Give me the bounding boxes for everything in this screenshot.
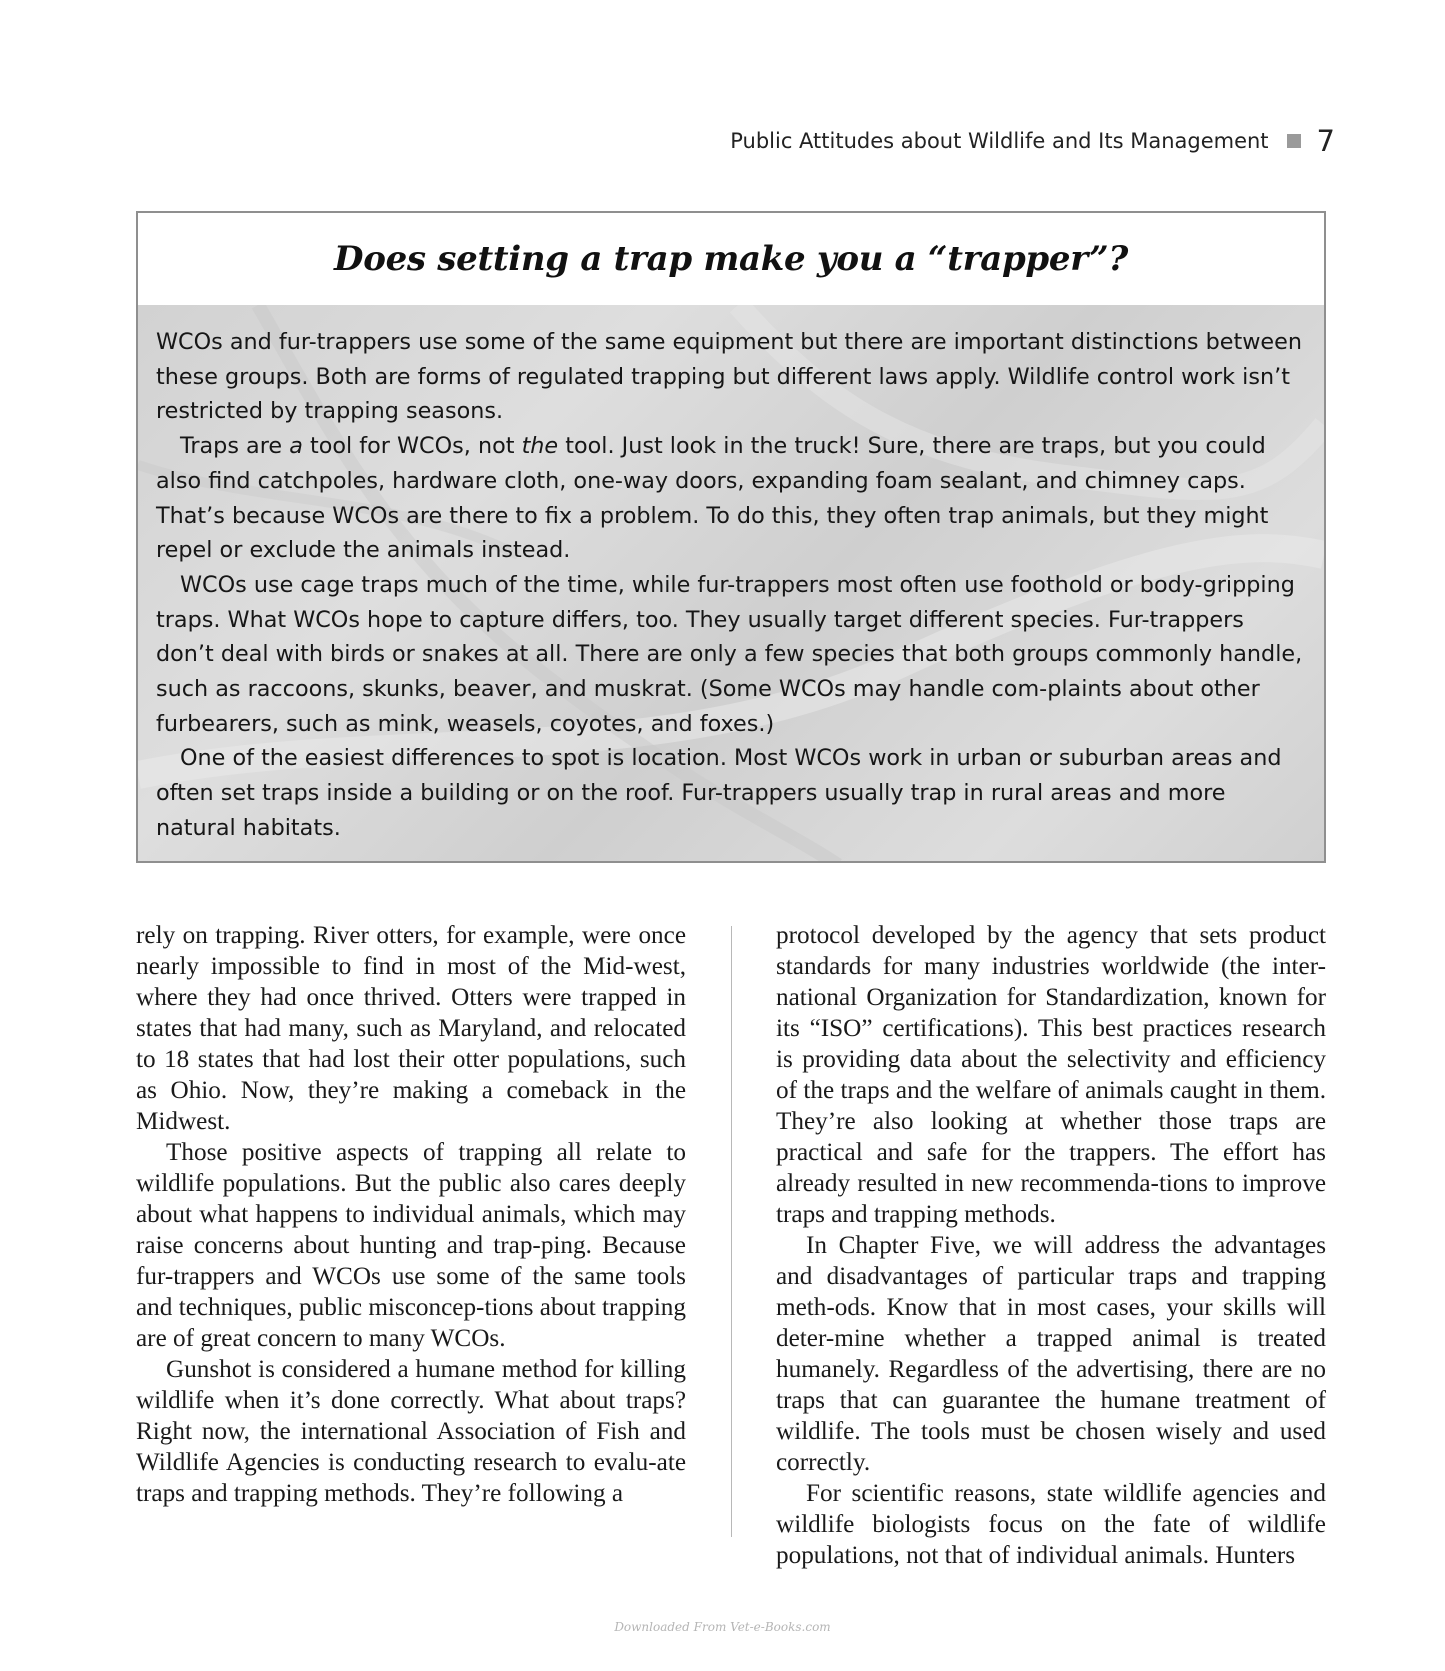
sidebar-paragraph-2: Traps are a tool for WCOs, not the tool. Just look in the truck! Sure, there are traps, but you could also find catchpoles, hardware cloth, one-way doors, expanding foam sealant, and chimney caps. That’s because WCOs are there to fix a problem. To do this, they often trap animals, but they might repel or exclude the animals instead. <box>156 433 1269 564</box>
column-divider <box>731 926 732 1537</box>
right-paragraph-2: In Chapter Five, we will address the advantages and disadvantages of particular traps and trapping meth-ods. Know that in most cases, your skills will deter-mine whether a trapped animal is treated humanely. Regardless of the advertising, there are no traps that can guarantee the humane treatment of wildlife. The tools must be chosen wisely and used correctly. <box>776 1232 1326 1476</box>
right-paragraph-1: protocol developed by the agency that sets product standards for many industries worldwide (the inter-national Organization for Standardization, known for its “ISO” certifications). This best practices research is providing data about the selectivity and efficiency of the traps and the welfare of animals caught in them. They’re also looking at whether those traps are practical and safe for the trappers. The effort has already resulted in new recommenda-tions to improve traps and trapping methods. <box>776 922 1326 1228</box>
left-column <box>136 920 686 1509</box>
running-head <box>730 124 1335 158</box>
sidebar-title: Does setting a trap make you a “trapper”? <box>334 239 1128 279</box>
left-paragraph-2: Those positive aspects of trapping all relate to wildlife populations. But the public also cares deeply about what happens to individual animals, which may raise concerns about hunting and trap-ping. Because fur-trappers and WCOs use some of the same tools and techniques, public misconcep-tions about trapping are of great concern to many WCOs. <box>136 1139 686 1352</box>
left-paragraph-3: Gunshot is considered a humane method for killing wildlife when it’s done correctly. What about traps? Right now, the international Association of Fish and Wildlife Agencies is conducting research to evalu-ate traps and trapping methods. They’re following a <box>136 1356 686 1507</box>
running-head-title: Public Attitudes about Wildlife and Its Management <box>730 129 1269 153</box>
sidebar-paragraph-4: One of the easiest differences to spot is location. Most WCOs work in urban or suburban areas and often set traps inside a building or on the roof. Fur-trappers usually trap in rural areas and more natural habitats. <box>156 745 1282 841</box>
page-number: 7 <box>1316 124 1335 158</box>
sidebar-box <box>136 211 1326 863</box>
sidebar-paragraph-3: WCOs use cage traps much of the time, while fur-trappers most often use foothold or body-gripping traps. What WCOs hope to capture differs, too. They usually target different species. Fur-trappers don’t deal with birds or snakes at all. There are only a few species that both groups commonly handle, such as raccoons, skunks, beaver, and muskrat. (Some WCOs may handle com-plaints about other furbearers, such as mink, weasels, coyotes, and foxes.) <box>156 571 1303 737</box>
left-paragraph-1: rely on trapping. River otters, for example, were once nearly impossible to find in most of the Mid-west, where they had once thrived. Otters were trapped in states that had many, such as Maryland, and relocated to 18 states that had lost their otter populations, such as Ohio. Now, they’re making a comeback in the Midwest. <box>136 922 686 1135</box>
sidebar-body <box>138 305 1324 863</box>
sidebar-paragraph-1: WCOs and fur-trappers use some of the same equipment but there are important distinctions between these groups. Both are forms of regulated trapping but different laws apply. Wildlife control work isn’t restricted by trapping seasons. <box>156 329 1302 425</box>
right-paragraph-3: For scientific reasons, state wildlife agencies and wildlife biologists focus on the fate of wildlife populations, not that of individual animals. Hunters <box>776 1480 1326 1569</box>
download-watermark: Downloaded From Vet-e-Books.com <box>614 1620 831 1634</box>
right-column <box>776 920 1326 1571</box>
sidebar-title-band <box>138 213 1324 305</box>
square-bullet-icon <box>1287 134 1301 148</box>
